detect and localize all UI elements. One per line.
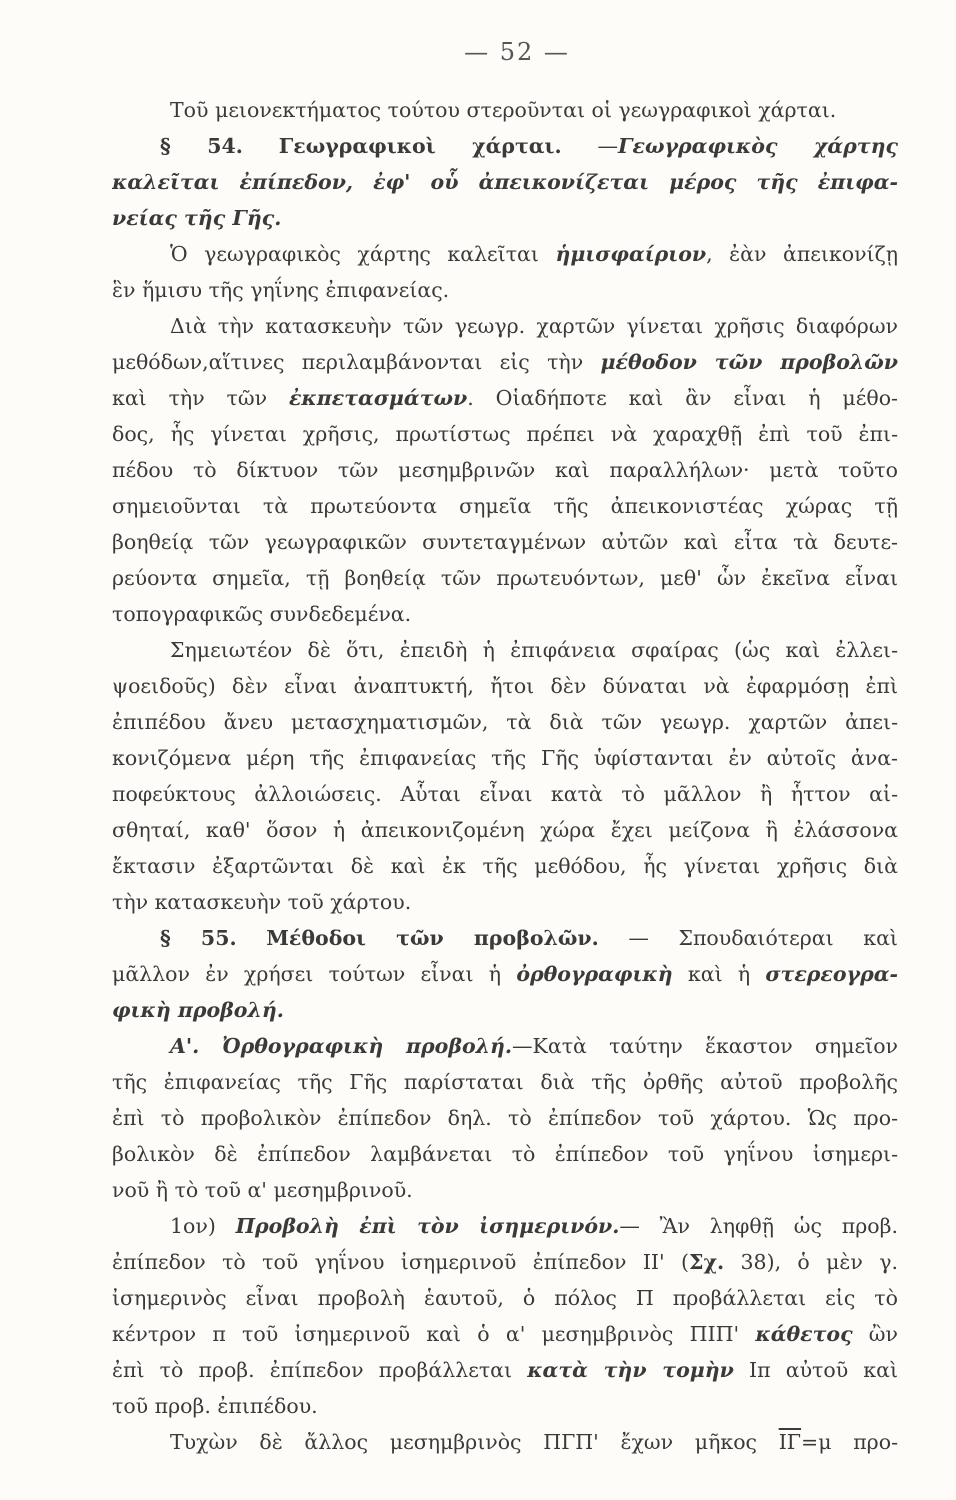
text-line xyxy=(112,488,898,524)
text-run: καὶ ἡ xyxy=(672,962,766,986)
text-run: καλεῖται ἐπίπεδον, ἐφ' οὗ ἀπεικονίζεται μέρος τῆς ἐπιφα- xyxy=(112,170,898,194)
text-line xyxy=(112,884,898,920)
text-run: 1ον) xyxy=(170,1214,236,1238)
text-line xyxy=(112,740,898,776)
text-line xyxy=(112,1280,898,1316)
text-run: Ὁ γεωγραφικὸς χάρτης καλεῖται xyxy=(170,242,556,266)
text-line xyxy=(112,812,898,848)
text-line xyxy=(112,1172,898,1208)
text-line xyxy=(112,164,898,200)
text-line xyxy=(112,560,898,596)
text-line xyxy=(112,416,898,452)
text-line xyxy=(112,992,898,1028)
text-line xyxy=(112,1064,898,1100)
body-text xyxy=(112,92,898,1460)
text-line xyxy=(112,236,898,272)
text-run: τοπογραφικῶς συνδεδεμένα. xyxy=(112,602,412,626)
text-run: νείας τῆς Γῆς. xyxy=(112,206,282,230)
text-run: ψοειδοῦς) δὲν εἶναι ἀναπτυκτή, ἤτοι δὲν δύναται νὰ ἐφαρμόσῃ ἐπὶ xyxy=(112,674,898,698)
text-run: $\overline{I\Gamma}$ xyxy=(778,1430,802,1454)
text-run: ἰσημερινὸς εἶναι προβολὴ ἑαυτοῦ, ὁ πόλος Π προβάλλεται εἰς τὸ xyxy=(112,1286,898,1310)
text-run: , ἐὰν ἀπεικονίζῃ xyxy=(706,242,898,266)
text-line xyxy=(112,1100,898,1136)
text-run: σθηταί, καθ' ὅσον ἡ ἀπεικονιζομένη χώρα ἔχει μείζονα ἢ ἐλάσσονα xyxy=(112,818,898,842)
text-run: 38), ὁ μὲν γ. xyxy=(724,1250,898,1274)
text-line xyxy=(112,668,898,704)
text-run: ἐπὶ τὸ προβολικὸν ἐπίπεδον δηλ. τὸ ἐπίπεδον τοῦ χάρτου. Ὡς προ- xyxy=(112,1106,898,1130)
text-run: κονιζόμενα μέρη τῆς ἐπιφανείας τῆς Γῆς ὑφίστανται ἐν αὐτοῖς ἀνα- xyxy=(112,746,898,770)
text-run: μᾶλλον ἐν χρήσει τούτων εἶναι ἡ xyxy=(112,962,517,986)
text-run: σημειοῦνται τὰ πρωτεύοντα σημεῖα τῆς ἀπεικονιστέας χώρας τῇ xyxy=(112,494,898,518)
text-run: ἡμισφαίριον xyxy=(555,242,707,266)
text-run: ἐπιπέδου ἄνευ μετασχηματισμῶν, τὰ διὰ τῶν γεωγρ. χαρτῶν ἀπει- xyxy=(112,710,898,734)
text-line xyxy=(112,1388,898,1424)
text-run: —Κατὰ ταύτην ἕκαστον σημεῖον xyxy=(512,1034,898,1058)
text-run: μεθόδων,αἵτινες περιλαμβάνονται εἰς τὴν xyxy=(112,350,601,374)
text-run: § 55. xyxy=(160,926,237,950)
text-run: ἐκπετασμάτων xyxy=(288,386,468,410)
text-run: § 54. xyxy=(160,134,243,158)
text-line xyxy=(112,344,898,380)
text-run: ρεύοντα σημεῖα, τῇ βοηθείᾳ τῶν πρωτευόντων, μεθ' ὧν ἐκεῖνα εἶναι xyxy=(112,566,898,590)
text-run: ἐπὶ τὸ προβ. ἐπίπεδον προβάλλεται xyxy=(112,1358,528,1382)
text-run: Σχ. xyxy=(689,1250,725,1274)
text-run: κάθετος xyxy=(755,1322,853,1346)
text-run: κατὰ τὴν τομὴν xyxy=(527,1358,734,1382)
text-run: βολικὸν δὲ ἐπίπεδον λαμβάνεται τὸ ἐπίπεδον τοῦ γηΐνου ἰσημερι- xyxy=(112,1142,898,1166)
text-line xyxy=(112,380,898,416)
text-run: ὢν xyxy=(852,1322,898,1346)
text-line xyxy=(112,272,898,308)
text-line xyxy=(112,128,898,164)
text-run: ἔκτασιν ἐξαρτῶνται δὲ καὶ ἐκ τῆς μεθόδου, ἧς γίνεται χρῆσις διὰ xyxy=(112,854,898,878)
text-run: =μ προ- xyxy=(801,1430,898,1454)
text-run: — Σπουδαιότεραι καὶ xyxy=(628,926,898,950)
text-line xyxy=(112,704,898,740)
text-line xyxy=(112,308,898,344)
text-line xyxy=(112,452,898,488)
text-run: τοῦ προβ. ἐπιπέδου. xyxy=(112,1394,318,1418)
text-run: ποφεύκτους ἀλλοιώσεις. Αὗται εἶναι κατὰ τὸ μᾶλλον ἢ ἧττον αἰ- xyxy=(112,782,898,806)
text-run: Γεωγραφικὸς χάρτης xyxy=(617,134,898,158)
text-line xyxy=(112,920,898,956)
text-line xyxy=(112,848,898,884)
text-run: Προβολὴ ἐπὶ τὸν ἰσημερινόν. xyxy=(235,1214,620,1238)
text-run: Σημειωτέον δὲ ὅτι, ἐπειδὴ ἡ ἐπιφάνεια σφαίρας (ὡς καὶ ἐλλει- xyxy=(170,638,898,662)
text-run: — xyxy=(597,134,618,158)
text-run: . Οἱαδήποτε καὶ ἂν εἶναι ἡ μέθο- xyxy=(467,386,898,410)
text-run: Διὰ τὴν κατασκευὴν τῶν γεωγρ. χαρτῶν γίνεται χρῆσις διαφόρων xyxy=(170,314,898,338)
text-run: τῆς ἐπιφανείας τῆς Γῆς παρίσταται διὰ τῆς ὀρθῆς αὐτοῦ προβολῆς xyxy=(112,1070,898,1094)
text-run: κέντρον π τοῦ ἰσημερινοῦ καὶ ὁ α' μεσημβρινὸς ΠΙΠ' xyxy=(112,1322,756,1346)
text-line xyxy=(112,524,898,560)
text-run: νοῦ ἢ τὸ τοῦ α' μεσημβρινοῦ. xyxy=(112,1178,413,1202)
text-line xyxy=(112,1208,898,1244)
text-line xyxy=(112,1316,898,1352)
text-run: βοηθείᾳ τῶν γεωγραφικῶν συντεταγμένων αὐτῶν καὶ εἶτα τὰ δευτε- xyxy=(112,530,898,554)
text-run: ὀρθογραφικὴ xyxy=(516,962,673,986)
text-run: ἓν ἥμισυ τῆς γηΐνης ἐπιφανείας. xyxy=(112,278,450,302)
text-run: φικὴ προβολή. xyxy=(112,998,284,1022)
page-number: — 52 — xyxy=(464,38,570,66)
text-line xyxy=(112,92,898,128)
text-line xyxy=(112,200,898,236)
text-run: Μέθοδοι τῶν προβολῶν. xyxy=(266,926,599,950)
text-line xyxy=(112,776,898,812)
text-line xyxy=(112,632,898,668)
text-run: Γεωγραφικοὶ χάρται. xyxy=(278,134,562,158)
text-line xyxy=(112,1244,898,1280)
text-run: Τυχὼν δὲ ἄλλος μεσημβρινὸς ΠΓΠ' ἔχων μῆκος xyxy=(170,1430,779,1454)
text-run: Ιπ αὐτοῦ καὶ xyxy=(733,1358,898,1382)
text-run: Α'. Ὀρθογραφικὴ προβολή. xyxy=(170,1034,513,1058)
text-run: καὶ τὴν τῶν xyxy=(112,386,289,410)
text-run: στερεογρα- xyxy=(765,962,898,986)
text-run: πέδου τὸ δίκτυον τῶν μεσημβρινῶν καὶ παραλλήλων· μετὰ τοῦτο xyxy=(112,458,898,482)
text-line xyxy=(112,1424,898,1460)
text-run: — Ἂν ληφθῇ ὡς προβ. xyxy=(619,1214,898,1238)
text-line xyxy=(112,1136,898,1172)
text-run: μέθοδον τῶν προβολῶν xyxy=(600,350,898,374)
text-run: Τοῦ μειονεκτήματος τούτου στεροῦνται οἱ γεωγραφικοὶ χάρται. xyxy=(170,98,837,122)
text-run: ἐπίπεδον τὸ τοῦ γηΐνου ἰσημερινοῦ ἐπίπεδον ΙΙ' ( xyxy=(112,1250,690,1274)
text-line xyxy=(112,956,898,992)
text-run: δος, ἧς γίνεται χρῆσις, πρωτίστως πρέπει νὰ χαραχθῇ ἐπὶ τοῦ ἐπι- xyxy=(112,422,898,446)
text-run: τὴν κατασκευὴν τοῦ χάρτου. xyxy=(112,890,412,914)
text-line xyxy=(112,596,898,632)
text-line xyxy=(112,1028,898,1064)
text-line xyxy=(112,1352,898,1388)
